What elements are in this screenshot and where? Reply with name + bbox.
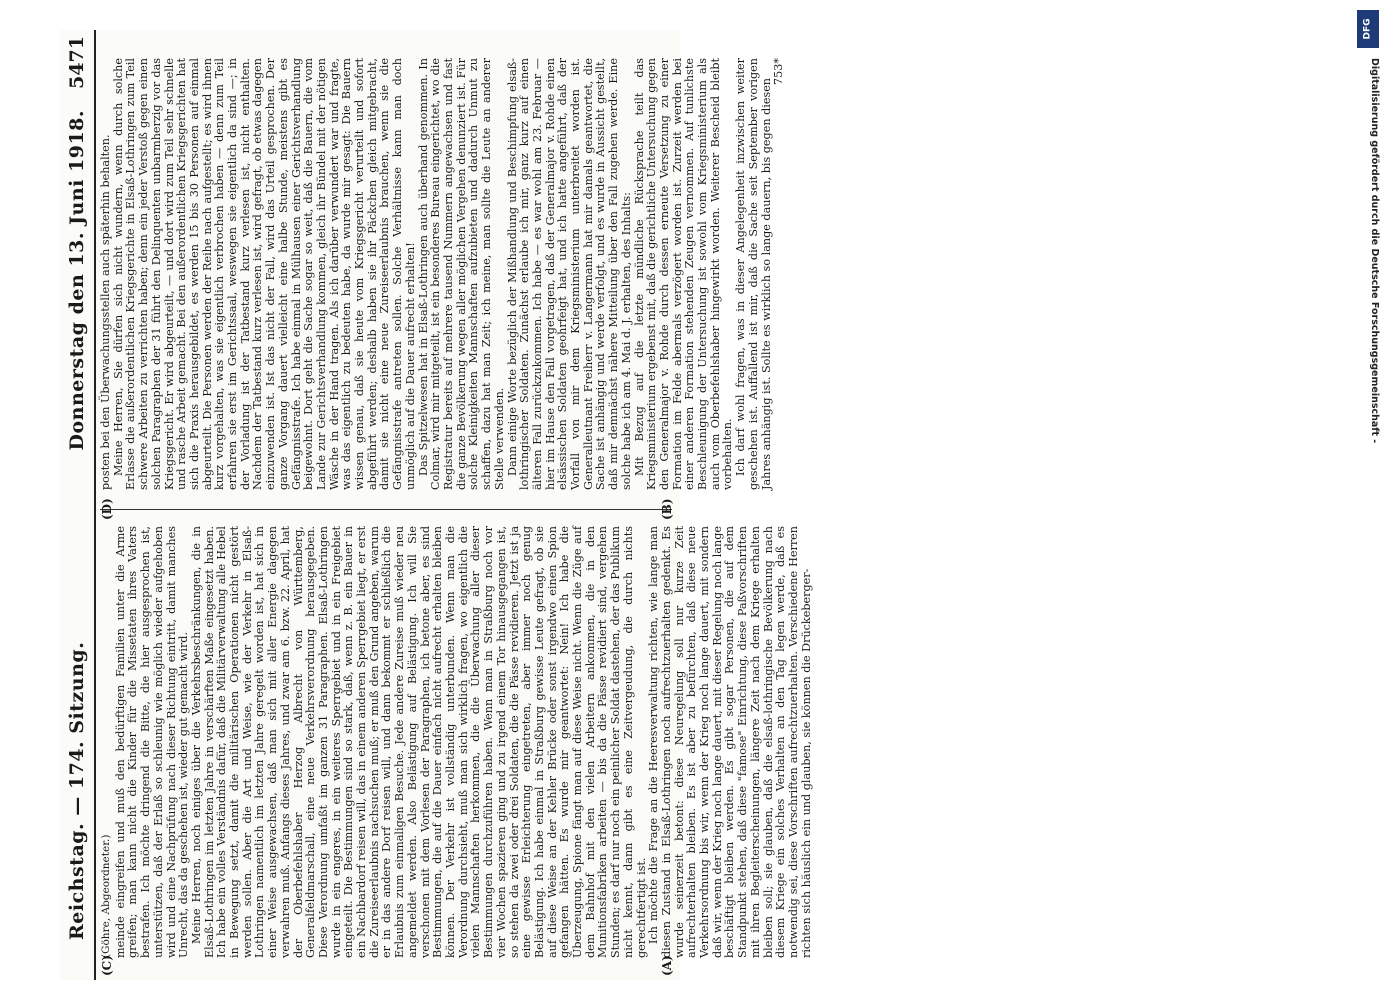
margin-mark-d: (D) (100, 498, 114, 520)
scanned-page (60, 30, 813, 980)
right-paragraph: posten bei den Überwachungsstellen auch späterhin behalten. (99, 134, 112, 490)
page-reference: 753* (772, 58, 786, 85)
right-paragraph: Ich darf wohl fragen, was in dieser Angelegenheit inzwischen weiter geschehen ist. Auffallend ist mir, daß die Sache seit September vorigen Jahres anhängig ist. Sollte es wirklich so lange dauern, bis gegen diesen (734, 58, 773, 490)
margin-mark-c: (C) (100, 955, 114, 976)
digitization-credit: Digitalisierung gefördert durch die Deutsche Forschungsgemeinschaft - (1369, 58, 1380, 444)
header-date: Donnerstag den 13. Juni 1918. (66, 110, 88, 451)
speaker-note: (Göhre, Abgeordneter.) (100, 834, 112, 958)
right-paragraph: Das Spitzelwesen hat in Elsaß-Lothringen auch überhand genommen. In Colmar, wird mir mitgeteilt, ist ein besonderes Bureau eingerichtet, wo die Registratur bereits auf mehrere tausend Nummern angewachsen und fast die ganze Bevölkerung wegen aller möglichen Vergehen denunziert ist. Für solche Kleinigkeiten Mannschaften aufzubieten und dadurch Unmut zu schaffen, dazu hat man Zeit; ich meine, man sollte die Leute an anderer Stelle verwenden. (416, 58, 506, 490)
left-paragraph: Meine Herren, noch einiges über die Verkehrsbeschränkungen, die in Elsaß-Lothringen im letzten Jahre in verschärften Maße eingesetzt haben. Ich habe ein volles Verständnis dafür, daß die Militärverwaltung alle Hebel in Bewegung setzt, damit die militärischen Operationen nicht gestört werden sollen. Aber die Art und Weise, wie der Verkehr in Elsaß-Lothringen namentlich im letzten Jahre geregelt worden ist, hat sich in einer Weise ausgewachsen, daß man sich mit aller Energie dagegen verwahren muß. Anfangs dieses Jahres, und zwar am 6. bzw. 22. April, hat der Oberbefehlshaber Herzog Albrecht von Württemberg, Generalfeldmarschall, eine neue Verkehrsverordnung herausgegeben. Diese Verordnung umfaßt im ganzen 31 Paragraphen. Elsaß-Lothringen wurde in ein engeres, in ein weiteres Sperrgebiet und in ein Freigebiet eingeteilt. Die Bestimmungen sind so stark, daß, wenn z. B. ein Bauer in ein Nachbardorf reisen will, das in einem anderen Sperrgebiet liegt, er erst die Zureiseerlaubnis nachsuchen muß; er muß den Grund angeben, warum er in das andere Dorf reisen will, und dann bekommt er schließlich die Erlaubnis zum einmaligen Besuche. Jede andere Zureise muß wieder neu angemeldet werden. Also Belästigung auf Belästigung. Ich will Sie verschonen mit dem Vorlesen der Paragraphen, ich betone aber, es sind Bestimmungen, die auf die Dauer einfach nicht aufrecht erhalten bleiben können. Der Verkehr ist vollständig unterbunden. Wenn man die Verordnung durchsieht, muß man sich wirklich fragen, wo eigentlich die vielen Mannschaften herkommen, die die Überwachung aller dieser Bestimmungen durchzuführen haben. Wenn man in Straßburg noch vor vier Wochen spazieren ging und zu irgend einem Tor hinausgegangen ist, so stehen da zwei oder drei Soldaten, die die Pässe revidieren. Jetzt ist ja eine gewisse Erleichterung eingetreten, aber immer noch genug Belästigung. Ich habe einmal in Straßburg gewisse Leute gefragt, ob sie auf diese Weise an der Kehler Brücke oder sonst irgendwo einen Spion gefangen hätten. Es wurde mir geantwortet: Nein! Ich habe die Überzeugung, Spione fängt man auf diese Weise nicht. Wenn die Züge auf dem Bahnhof mit den vielen Arbeitern ankommen, die in den Munitionsfabriken arbeiten — bis da die Pässe revidiert sind, vergehen Stunden; es darf nur noch ein peinlicher Soldat dastehen, der das Publikum nicht kennt, dann gibt es eine Zeitvergeudung, die durch nichts gerechtfertigt ist. (189, 526, 648, 958)
header-session: Reichstag. — 174. Sitzung. (66, 641, 88, 940)
dfg-logo: DFG (1357, 10, 1379, 48)
column-divider (100, 509, 672, 510)
margin-mark-a: (A) (660, 955, 674, 976)
margin-mark-b: (B) (660, 498, 674, 520)
page-header (60, 30, 96, 980)
right-paragraph: Dann einige Worte bezüglich der Mißhandlung und Beschimpfung elsaß-lothringischer Soldaten. Zunächst erlaube ich mir, ganz kurz auf einen älteren Fall zurückzukommen. Ich habe — es war wohl am 23. Februar — hier im Hause den Fall vorgetragen, daß der Generalmajor v. Rohde einen elsässischen Soldaten geohrfeigt hat, und ich hatte angeführt, daß der Vorfall von mir dem Kriegsministerium unterbreitet worden ist. Generalleutnant Freiherr v. Langermann hat mir damals geantwortet, die Sache ist anhängig und werde verfolgt, und es wurde in Aussicht gestellt, daß mir demnächst nähere Mitteilung über den Fall zugehen werde. Eine solche habe ich am 4. Mai d. J. erhalten, des Inhalts: (505, 58, 633, 490)
right-column (99, 58, 786, 490)
left-paragraph: Ich möchte die Frage an die Heeresverwaltung richten, wie lange man diesen Zustand in Elsaß-Lothringen noch aufrechtzuerhalten gedenkt. Es wurde seinerzeit betont: diese Neuregelung soll nur kurze Zeit aufrechterhalten bleiben. Es ist aber zu befürchten, daß diese neue Verkehrsordnung bis wir, wenn der Krieg noch lange dauert, mit sondern daß wir, wenn der Krieg noch lange dauert, mit dieser Regelung noch lange beschäftigt bleiben werden. Es gibt sogar Personen, die auf dem Standpunkt stehen, daß diese "famose" Einrichtung, diese Paßvorschriften mit ihren Begleiterscheinungen, längere Zeit nach dem Kriege erhalten bleiben soll; sie glauben, daß die elsaß-lothringische Bevölkerung nach diesem Kriege ein solches Verhalten an den Tag legen werde, daß es notwendig sei, diese Vorschriften aufrechtzuerhalten. Verschiedene Herren richten sich häuslich ein und glauben, sie können die Drückeberger- (647, 526, 813, 958)
left-column (100, 526, 813, 958)
left-paragraph: meinde eingreifen und muß den bedürftigen Familien unter die Arme greifen; man kann nicht die Kinder für die Missetaten ihres Vaters bestrafen. Ich möchte dringend die Bitte, die hier ausgesprochen ist, unterstützen, daß der Erlaß so schleunig wie möglich wieder aufgehoben wird und eine Nachprüfung nach dieser Richtung eintritt, damit manches Unrecht, das da geschehen ist, wieder gut gemacht wird. (113, 526, 191, 958)
header-page-number: 5471 (66, 36, 88, 89)
right-paragraph: Mit Bezug auf die letzte mündliche Rücksprache teilt das Kriegsministerium ergebenst mit, daß die gerichtliche Untersuchung gegen den Generalmajor v. Rohde durch dessen erneute Versetzung zu einer Formation im Felde abermals verzögert worden ist. Zurzeit werden bei einer anderen Formation stehenden Zeugen vernommen. Auf tunlichste Beschleunigung der Untersuchung ist sowohl vom Kriegsministerium als auch vom Oberbefehlshaber hingewirkt worden. Weiterer Bescheid bleibt vorbehalten. (632, 58, 735, 490)
right-paragraph: Meine Herren, Sie dürfen sich nicht wundern, wenn durch solche Erlasse die außerordentlichen Kriegsgerichte in Elsaß-Lothringen zum Teil schwere Arbeiten zu verrichten haben; denn ein jeder Verstoß gegen einen solchen Paragraphen der 31 führt den Delinquenten unbarmherzig vor das Kriegsgericht. Er wird abgeurteilt, — und dort wird zum Teil sehr schnelle und rasche Arbeit gemacht. Bei den außerordentlichen Kriegsgerichten hat sich die Praxis herausgebildet, es werden 15 bis 30 Personen auf einmal abgeurteilt. Die Personen werden der Reihe nach aufgestellt; es wird ihnen kurz vorgehalten, was sie eigentlich verbrochen haben — denn zum Teil erfahren sie erst im Gerichtssaal, weswegen sie eigentlich da sind —; in der Vorladung ist der Tatbestand kurz verlesen ist, nicht enthalten. Nachdem der Tatbestand kurz verlesen ist, wird gefragt, ob etwas dagegen einzuwenden ist. Ist das nicht der Fall, wird das Urteil gesprochen. Der ganze Vorgang dauert vielleicht eine halbe Stunde, meistens gibt es Gefängnisstrafe. Ich habe einmal in Mülhausen einer Gerichtsverhandlung beigewohnt. Dort geht die Sache sogar so weit, daß die Bauern, die vom Lande zur Gerichtsverhandlung kommen, gleich ihr Bündel mit der nötigen Wäsche in der Hand tragen. Als ich darüber verwundert war und fragte, was das eigentlich zu bedeuten habe, da wurde mir gesagt: Die Bauern wissen genau, daß sie heute vom Kriegsgericht verurteilt und sofort abgeführt werden; deshalb haben sie ihr Päckchen gleich mitgebracht, damit sie nicht eine neue Zureiseerlaubnis brauchen, wenn sie die Gefängnisstrafe antreten sollen. Solche Verhältnisse kann man doch unmöglich auf die Dauer aufrecht erhalten! (111, 58, 417, 490)
